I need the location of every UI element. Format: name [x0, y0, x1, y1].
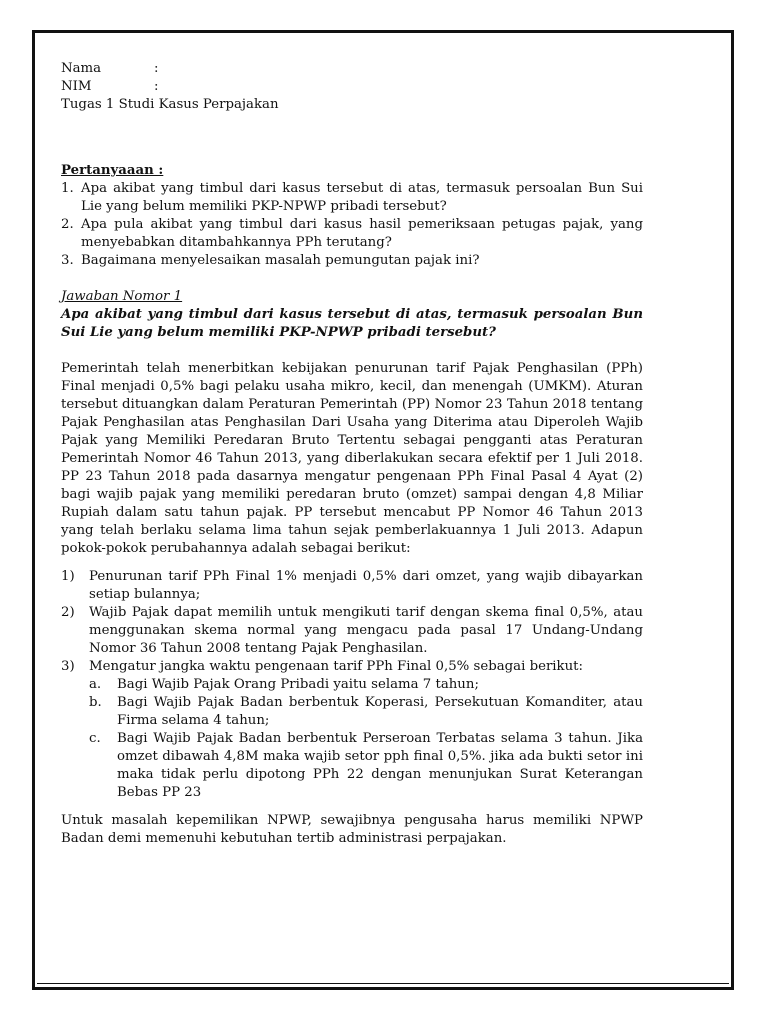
- list-item: [61, 216, 643, 252]
- nim-label: NIM: [61, 79, 92, 94]
- nim-colon: :: [154, 79, 159, 94]
- list-item: [61, 568, 643, 604]
- list-item: [61, 604, 643, 658]
- sublist-item-text: Bagi Wajib Pajak Badan berbentuk Perseroan Terbatas selama 3 tahun. Jika omzet dibawah 4,8M maka wajib setor pph final 0,5%. jika ada bukti setor ini maka tidak perlu dipotong PPh 22 dengan menunjukan Surat Keterangan Bebas PP 23: [117, 731, 643, 800]
- questions-list: [61, 180, 643, 270]
- list-item-text: Bagaimana menyelesaikan masalah pemungutan pajak ini?: [81, 253, 480, 268]
- sublist-item: [89, 676, 643, 694]
- list-item-number: 1.: [61, 181, 74, 196]
- sublist-item-letter: b.: [89, 695, 102, 710]
- list-item-number: 3): [61, 659, 75, 674]
- duration-sublist: [89, 676, 643, 802]
- list-item-number: 1): [61, 569, 75, 584]
- list-item-text: Wajib Pajak dapat memilih untuk mengikuti tarif dengan skema final 0,5%, atau menggunakan skema normal yang mengacu pada pasal 17 Undang-Undang Nomor 36 Tahun 2008 tentang Pajak Penghasilan.: [89, 605, 643, 656]
- list-item-number: 3.: [61, 253, 74, 268]
- list-item: [61, 180, 643, 216]
- list-item-text: [89, 658, 643, 802]
- sublist-item: [89, 730, 643, 802]
- name-colon: :: [154, 61, 159, 76]
- list-item-text: Apa akibat yang timbul dari kasus tersebut di atas, termasuk persoalan Bun Sui Lie yang belum memiliki PKP-NPWP pribadi tersebut?: [81, 181, 643, 214]
- name-label: Nama: [61, 61, 102, 76]
- list-item-lead: Mengatur jangka waktu pengenaan tarif PPh Final 0,5% sebagai berikut:: [89, 659, 584, 674]
- sublist-item: [89, 694, 643, 730]
- changes-list: [61, 568, 643, 802]
- list-item-text: Penurunan tarif PPh Final 1% menjadi 0,5% dari omzet, yang wajib dibayarkan setiap bulannya;: [89, 569, 643, 602]
- sublist-item-letter: a.: [89, 677, 102, 692]
- answer-paragraph: Pemerintah telah menerbitkan kebijakan penurunan tarif Pajak Penghasilan (PPh) Final menjadi 0,5% bagi pelaku usaha mikro, kecil, dan menengah (UMKM). Aturan tersebut dituangkan dalam Peraturan Pemerintah (PP) Nomor 23 Tahun 2018 tentang Pajak Penghasilan atas Penghasilan Dari Usaha yang Diterima atau Diperoleh Wajib Pajak yang Memiliki Peredaran Bruto Tertentu sebagai pengganti atas Peraturan Pemerintah Nomor 46 Tahun 2013, yang diberlakukan secara efektif per 1 Juli 2018. PP 23 Tahun 2018 pada dasarnya mengatur pengenaan PPh Final Pasal 4 Ayat (2) bagi wajib pajak yang memiliki peredaran bruto (omzet) sampai dengan 4,8 Miliar Rupiah dalam satu tahun pajak. PP tersebut mencabut PP Nomor 46 Tahun 2013 yang telah berlaku selama lima tahun sejak pemberlakuannya 1 Juli 2013. Adapun pokok-pokok perubahannya adalah sebagai berikut:: [61, 361, 643, 556]
- list-item: [61, 658, 643, 802]
- questions-title: Pertanyaaan :: [61, 163, 164, 178]
- closing-paragraph: Untuk masalah kepemilikan NPWP, sewajibnya pengusaha harus memiliki NPWP Badan demi memenuhi kebutuhan tertib administrasi perpajakan.: [61, 813, 643, 846]
- sublist-item-text: Bagi Wajib Pajak Orang Pribadi yaitu selama 7 tahun;: [117, 677, 479, 692]
- answer-question: Apa akibat yang timbul dari kasus tersebut di atas, termasuk persoalan Bun Sui Lie yang belum memiliki PKP-NPWP pribadi tersebut?: [61, 307, 643, 340]
- list-item-number: 2.: [61, 217, 74, 232]
- nim-row: [61, 78, 643, 96]
- name-row: [61, 60, 643, 78]
- sublist-item-letter: c.: [89, 731, 101, 746]
- list-item: [61, 252, 643, 270]
- list-item-number: 2): [61, 605, 75, 620]
- document-body: [61, 60, 643, 848]
- list-item-text: Apa pula akibat yang timbul dari kasus hasil pemeriksaan petugas pajak, yang menyebabkan ditambahkannya PPh terutang?: [81, 217, 643, 250]
- task-title: Tugas 1 Studi Kasus Perpajakan: [61, 97, 279, 112]
- answer-title: Jawaban Nomor 1: [61, 289, 183, 304]
- sublist-item-text: Bagi Wajib Pajak Badan berbentuk Koperasi, Persekutuan Komanditer, atau Firma selama 4 tahun;: [117, 695, 643, 728]
